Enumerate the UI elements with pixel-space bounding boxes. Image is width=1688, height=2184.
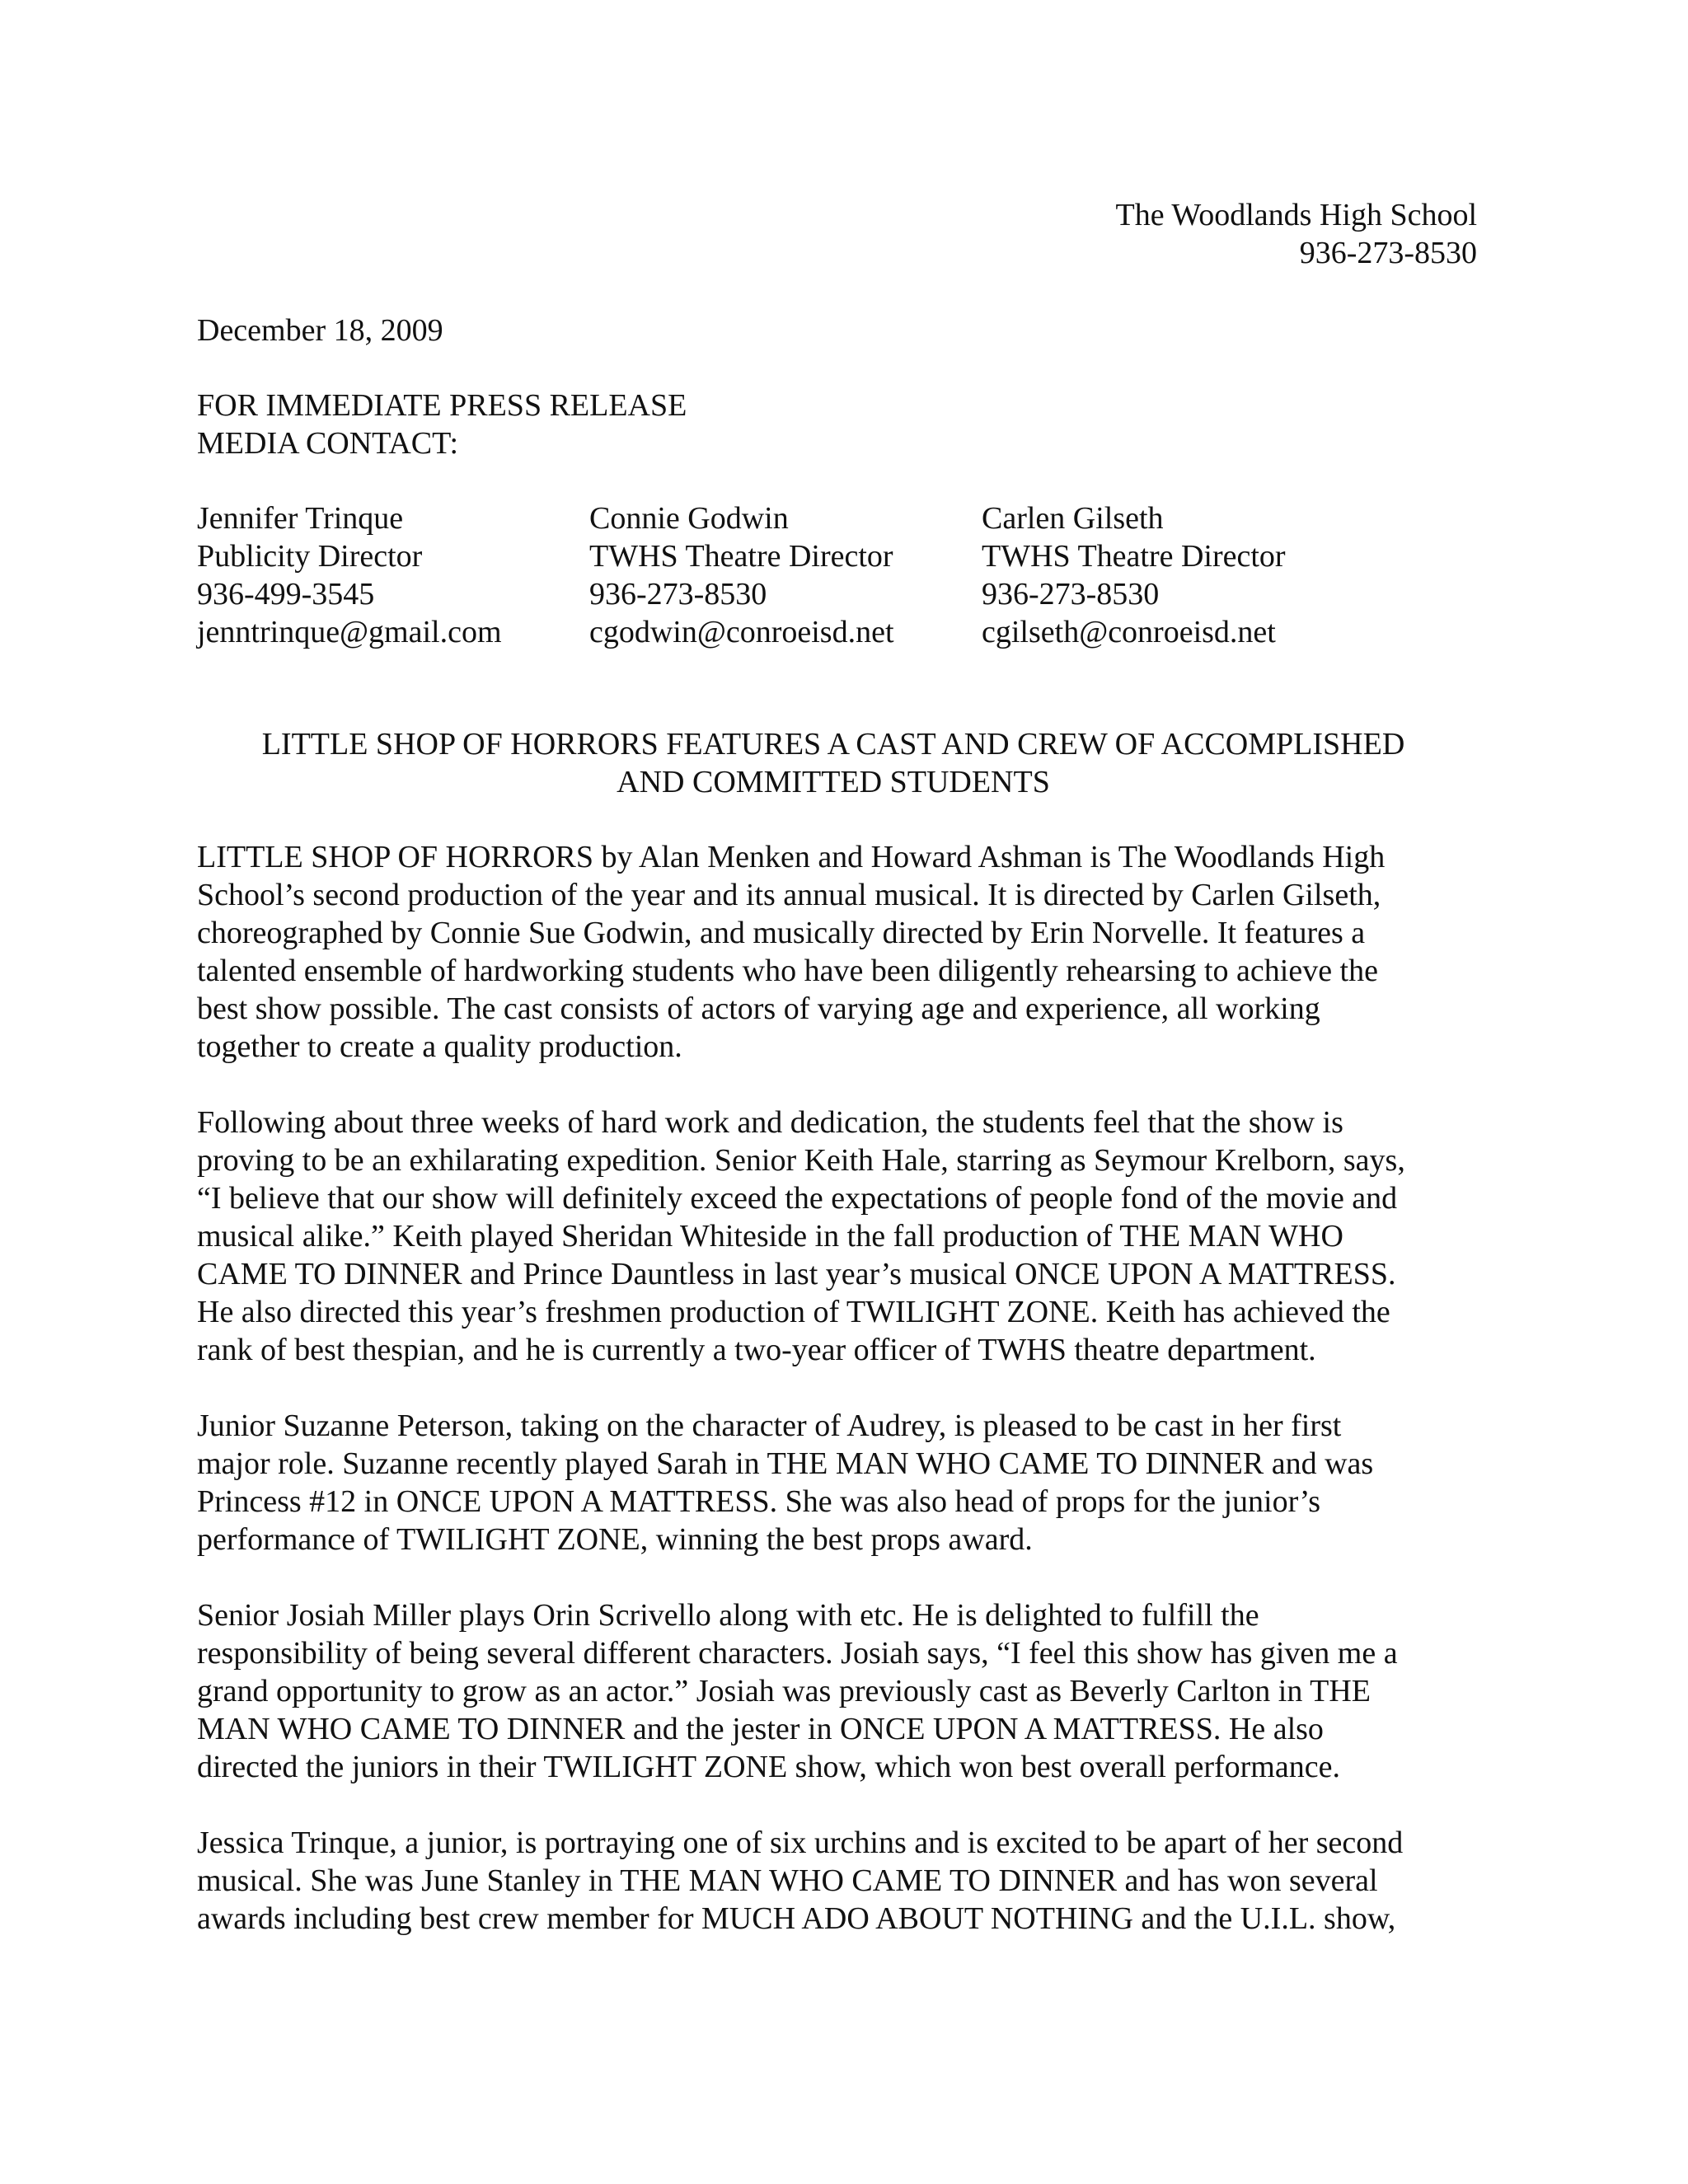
text-line: grand opportunity to grow as an actor.” Josiah was previously cast as Beverly Carlton in THE [197,1674,1371,1708]
text-line: Following about three weeks of hard work and dedication, the students feel that the show is [197,1105,1343,1140]
body-paragraph [197,1104,1483,1369]
text-line: Princess #12 in ONCE UPON A MATTRESS. She was also head of props for the junior’s [197,1484,1321,1519]
text-line: proving to be an exhilarating expedition. Senior Keith Hale, starring as Seymour Krelborn, says, [197,1143,1405,1178]
text-line: CAME TO DINNER and Prince Dauntless in last year’s musical ONCE UPON A MATTRESS. [197,1257,1396,1291]
text-line: rank of best thespian, and he is currently a two-year officer of TWHS theatre department. [197,1333,1316,1367]
text-line: choreographed by Connie Sue Godwin, and musically directed by Erin Norvelle. It features a [197,916,1366,950]
contact-phone: 936-273-8530 [589,577,767,612]
text-line: “I believe that our show will definitely exceed the expectations of people fond of the movie and [197,1181,1398,1216]
body-paragraph [197,1824,1483,1938]
text-line: awards including best crew member for MUCH ADO ABOUT NOTHING and the U.I.L. show, [197,1901,1396,1936]
text-line: musical alike.” Keith played Sheridan Whiteside in the fall production of THE MAN WHO [197,1219,1343,1254]
text-line: responsibility of being several different characters. Josiah says, “I feel this show has given me a [197,1636,1398,1671]
text-line: Junior Suzanne Peterson, taking on the character of Audrey, is pleased to be cast in her first [197,1408,1342,1443]
body-paragraph [197,838,1483,1066]
text-line: MAN WHO CAME TO DINNER and the jester in ONCE UPON A MATTRESS. He also [197,1712,1324,1746]
contact-email: jenntrinque@gmail.com [197,615,502,649]
contact-name: Connie Godwin [589,501,789,536]
contact-block [589,499,894,651]
contact-title: Publicity Director [197,539,423,574]
school-name: The Woodlands High School [1115,198,1477,232]
headline-line: AND COMMITTED STUDENTS [617,765,1050,799]
text-line: LITTLE SHOP OF HORRORS by Alan Menken and Howard Ashman is The Woodlands High [197,840,1386,874]
text-line: major role. Suzanne recently played Sarah in THE MAN WHO CAME TO DINNER and was [197,1446,1374,1481]
release-date: December 18, 2009 [197,313,443,348]
press-body [197,838,1483,1975]
body-paragraph [197,1596,1483,1786]
press-headline [197,725,1470,801]
release-label: FOR IMMEDIATE PRESS RELEASE [197,388,687,423]
contact-name: Carlen Gilseth [982,501,1164,536]
headline-line: LITTLE SHOP OF HORRORS FEATURES A CAST AND CREW OF ACCOMPLISHED [261,727,1405,762]
contact-title: TWHS Theatre Director [589,539,893,574]
contact-title: TWHS Theatre Director [982,539,1286,574]
text-line: together to create a quality production. [197,1029,682,1064]
body-paragraph [197,1407,1483,1558]
text-line: directed the juniors in their TWILIGHT ZONE show, which won best overall performance. [197,1750,1340,1784]
text-line: musical. She was June Stanley in THE MAN WHO CAME TO DINNER and has won several [197,1863,1378,1898]
text-line: He also directed this year’s freshmen production of TWILIGHT ZONE. Keith has achieved the [197,1295,1390,1329]
letterhead [1116,196,1477,272]
release-notice [197,387,687,462]
contact-block [982,499,1286,651]
text-line: performance of TWILIGHT ZONE, winning the best props award. [197,1522,1033,1557]
contact-email: cgodwin@conroeisd.net [589,615,894,649]
text-line: School’s second production of the year and its annual musical. It is directed by Carlen Gilseth, [197,878,1381,912]
contact-phone: 936-273-8530 [982,577,1160,612]
text-line: talented ensemble of hardworking students who have been diligently rehearsing to achieve the [197,954,1378,988]
text-line: Senior Josiah Miller plays Orin Scrivello along with etc. He is delighted to fulfill the [197,1598,1259,1633]
text-line: Jessica Trinque, a junior, is portraying one of six urchins and is excited to be apart of her second [197,1825,1404,1860]
contact-name: Jennifer Trinque [197,501,404,536]
school-phone: 936-273-8530 [1299,236,1477,270]
contact-email: cgilseth@conroeisd.net [982,615,1276,649]
contact-phone: 936-499-3545 [197,577,375,612]
contact-block [197,499,502,651]
media-contact-label: MEDIA CONTACT: [197,426,459,461]
text-line: best show possible. The cast consists of actors of varying age and experience, all working [197,991,1320,1026]
